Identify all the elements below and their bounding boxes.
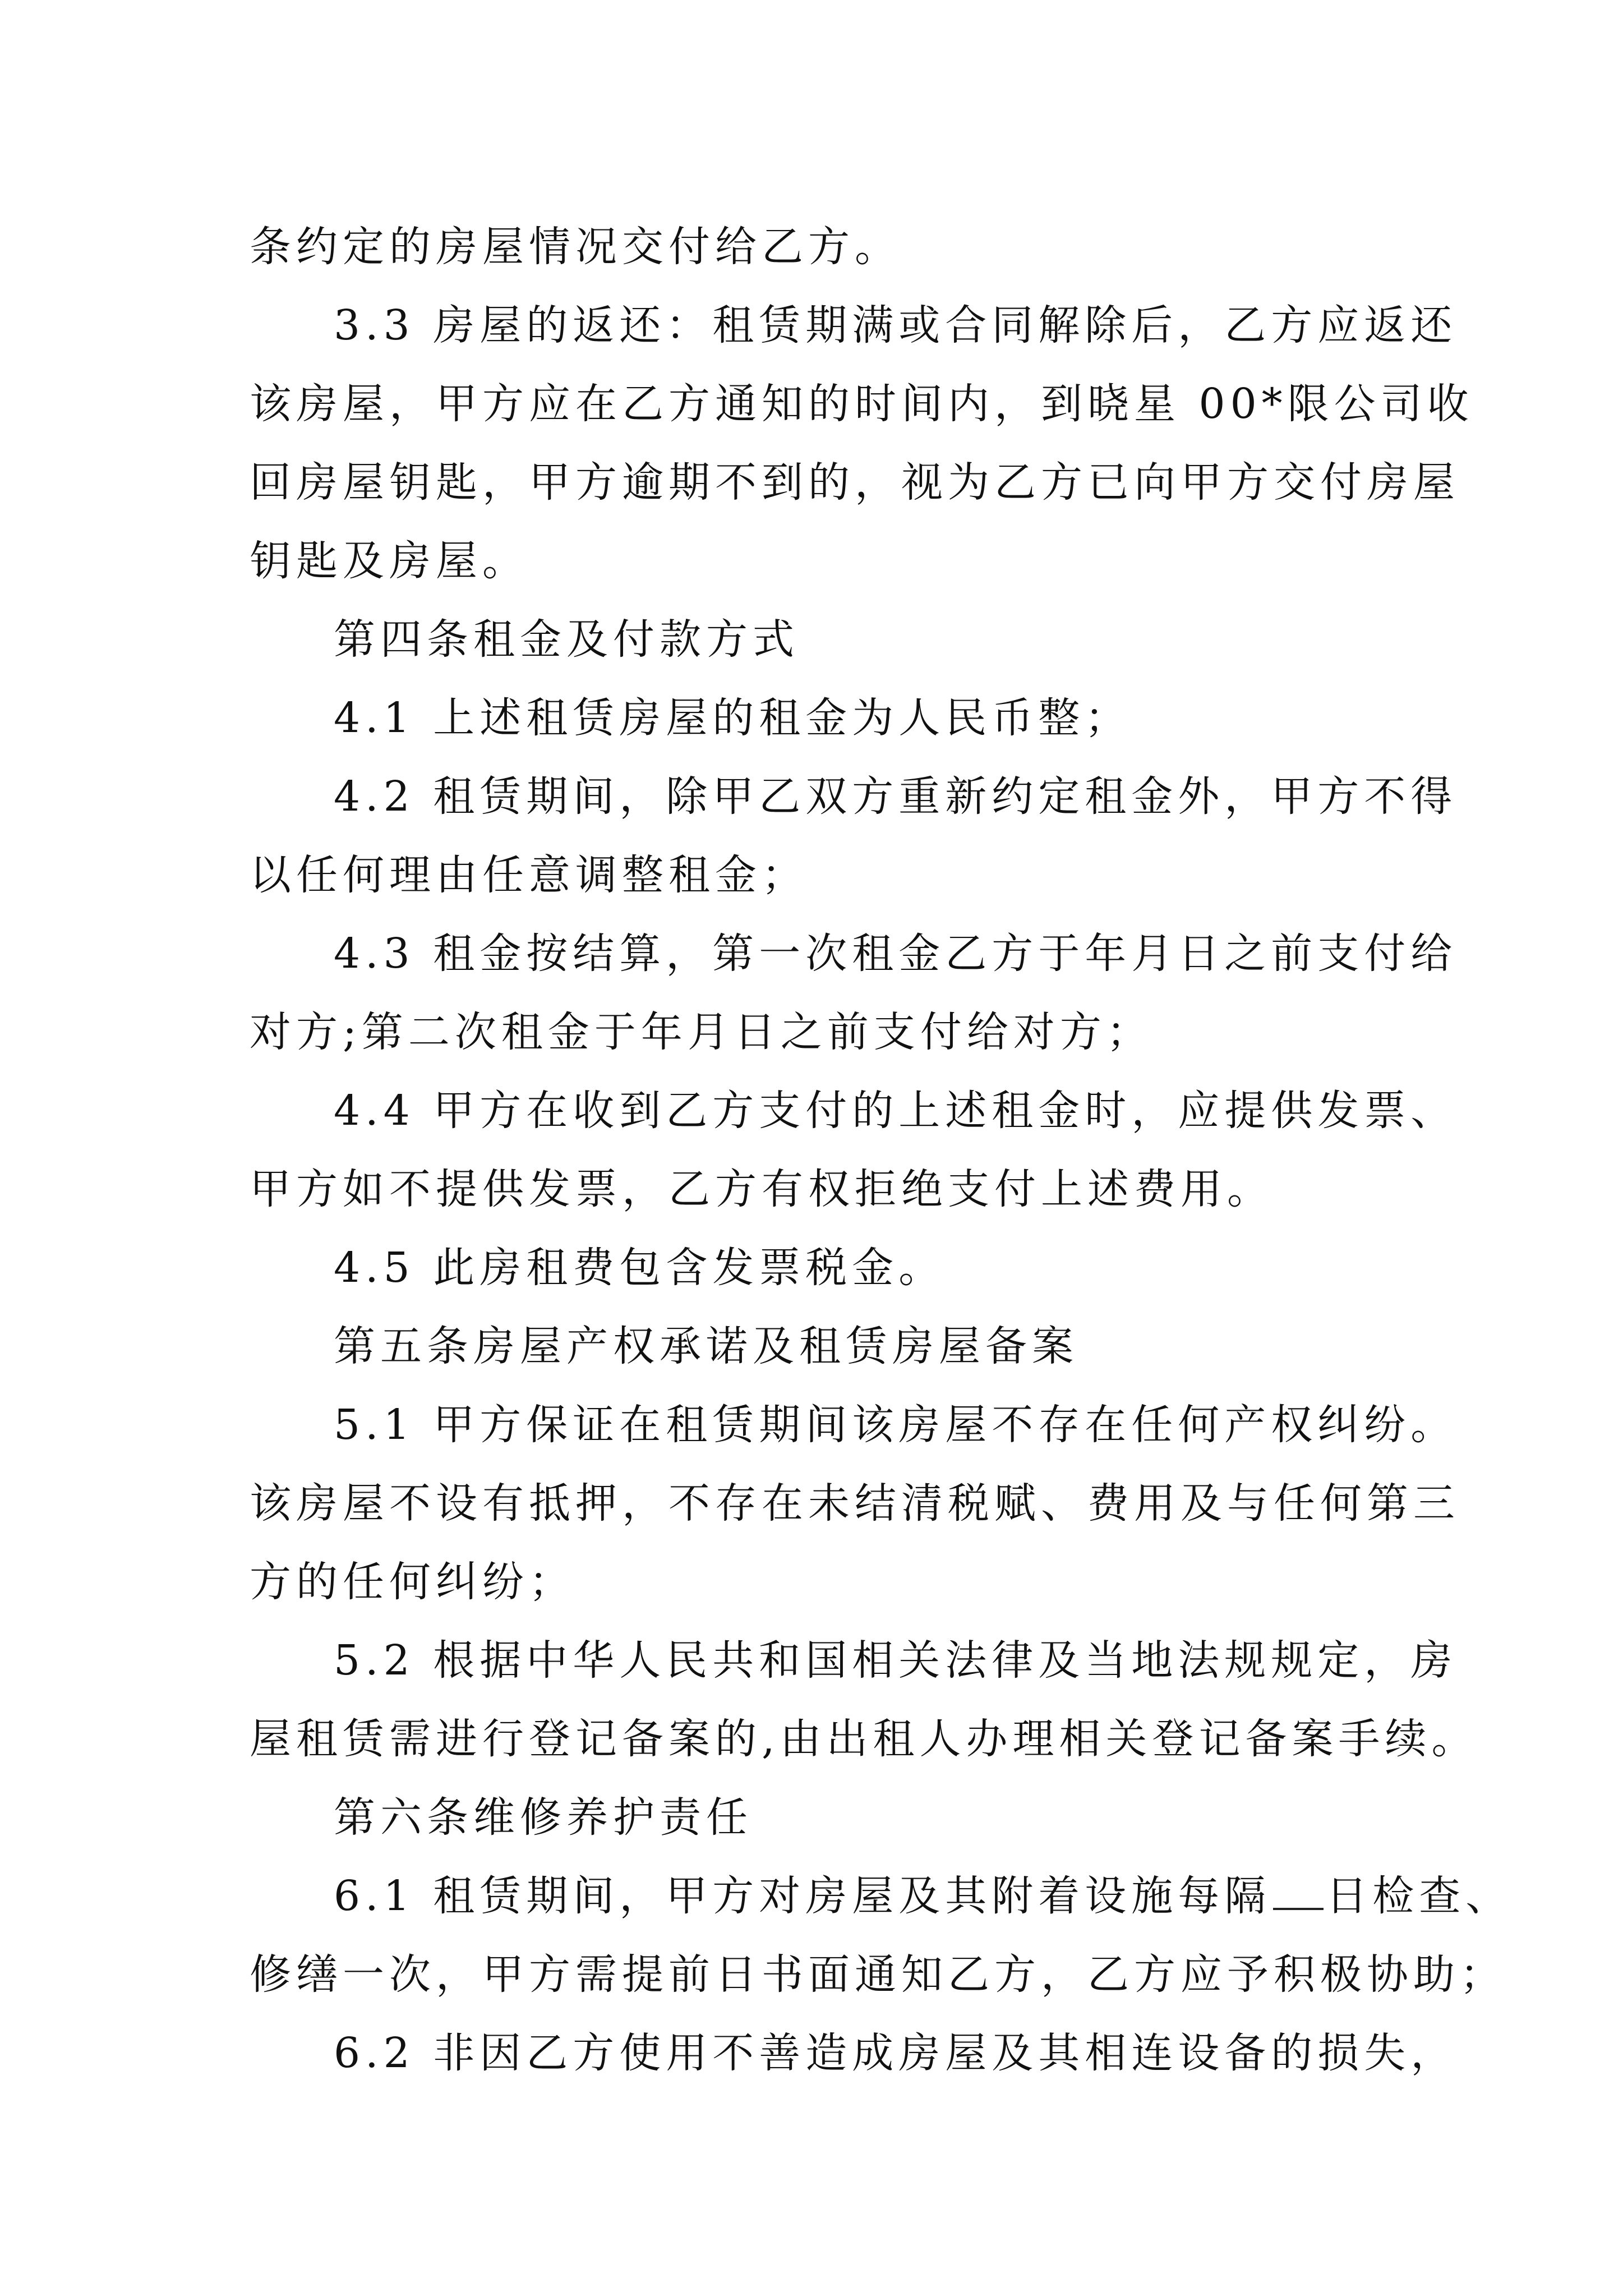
text-segment: 日检查、 [1326, 1872, 1513, 1920]
section-heading: 第四条租金及付款方式 [334, 615, 799, 664]
text-line: 回房屋钥匙，甲方逾期不到的，视为乙方已向甲方交付房屋 [250, 458, 1460, 507]
text-line: 6.2 非因乙方使用不善造成房屋及其相连设备的损失， [334, 2029, 1458, 2077]
text-line: 4.4 甲方在收到乙方支付的上述租金时，应提供发票、 [334, 1087, 1458, 1135]
text-line: 修缮一次，甲方需提前日书面通知乙方，乙方应予积极协助； [250, 1950, 1506, 1999]
text-line: 甲方如不提供发票，乙方有权拒绝支付上述费用。 [250, 1165, 1274, 1213]
text-line: 屋租赁需进行登记备案的,由出租人办理相关登记备案手续。 [250, 1715, 1478, 1763]
text-line: 方的任何纠纷； [250, 1558, 575, 1606]
text-segment: 6.1 租赁期间，甲方对房屋及其附着设施每隔 [334, 1872, 1271, 1920]
text-line: 5.1 甲方保证在租赁期间该房屋不存在任何产权纠纷。 [334, 1401, 1458, 1449]
text-line: 4.2 租赁期间，除甲乙双方重新约定租金外，甲方不得 [334, 772, 1458, 821]
text-line: 钥匙及房屋。 [250, 537, 529, 585]
text-line: 4.1 上述租赁房屋的租金为人民币整； [334, 694, 1132, 742]
text-line: 以任何理由任意调整租金； [250, 851, 808, 899]
text-line: 4.3 租金按结算，第一次租金乙方于年月日之前支付给 [334, 930, 1458, 978]
section-heading: 第五条房屋产权承诺及租赁房屋备案 [334, 1322, 1078, 1370]
text-line: 4.5 此房租费包含发票税金。 [334, 1244, 946, 1292]
text-line: 3.3 房屋的返还：租赁期满或合同解除后，乙方应返还 [334, 301, 1458, 349]
text-line: 该房屋，甲方应在乙方通知的时间内，到晓星 00*限公司收 [250, 380, 1474, 428]
text-line: 条约定的房屋情况交付给乙方。 [250, 223, 901, 271]
section-heading: 第六条维修养护责任 [334, 1793, 753, 1842]
text-line-with-blank [334, 1868, 1512, 1924]
text-line: 该房屋不设有抵押，不存在未结清税赋、费用及与任何第三 [250, 1479, 1460, 1527]
fill-in-blank [1273, 1874, 1324, 1910]
text-line: 5.2 根据中华人民共和国相关法律及当地法规规定，房 [334, 1636, 1458, 1685]
text-line: 对方;第二次租金于年月日之前支付给对方； [250, 1008, 1153, 1056]
